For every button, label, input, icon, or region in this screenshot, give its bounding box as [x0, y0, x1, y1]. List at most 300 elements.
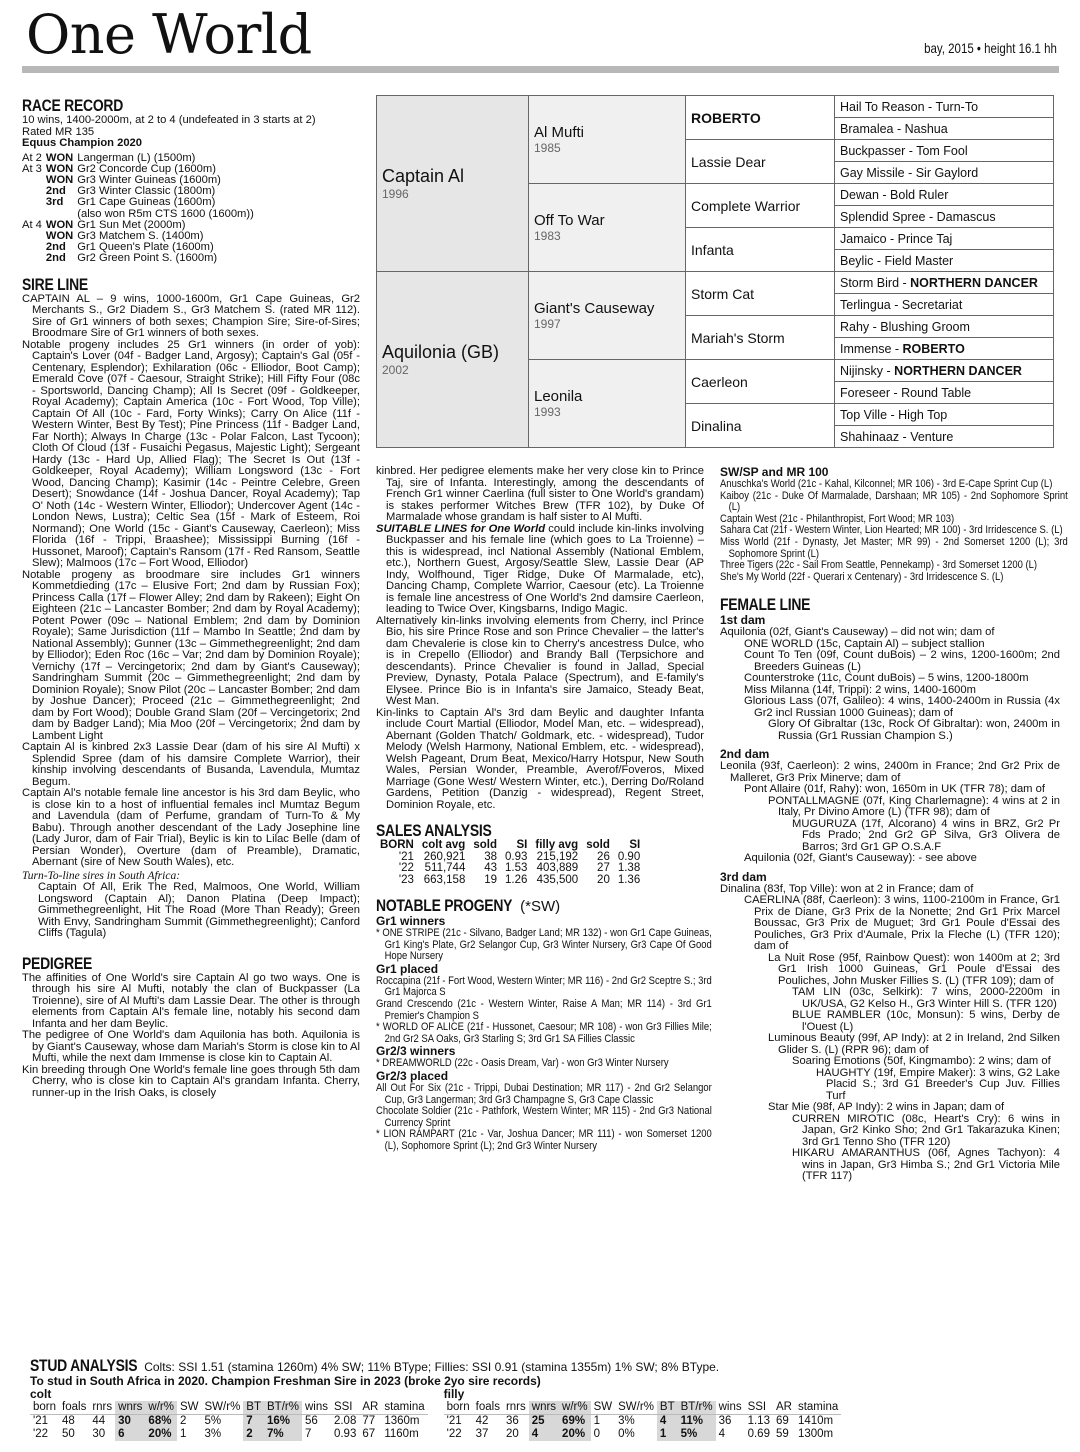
- stud-line2: To stud in South Africa in 2020. Champion Freshman Sire in 2023 (broke 2yo sire records): [30, 1374, 541, 1388]
- sales-heading: SALES ANALYSIS: [376, 821, 492, 840]
- race-cell: Gr3 Winter Classic (1800m): [77, 185, 216, 198]
- stud-cell: '21: [33, 1415, 48, 1427]
- stud-header-cell: born: [30, 1401, 59, 1415]
- stud-cell: 1: [593, 1415, 601, 1427]
- race-cell: 2nd: [45, 252, 66, 265]
- pedigree-g3: Dinalina: [686, 404, 835, 448]
- sales-header-cell: colt avg: [421, 839, 466, 851]
- g4-name: Sir Gaylord: [915, 165, 979, 180]
- stud-cell: 36: [505, 1415, 519, 1427]
- race-cell: At 3: [22, 162, 42, 175]
- race-cell: Gr2 Green Point S. (1600m): [77, 252, 218, 265]
- female-line-entry: Aquilonia (02f, Giant's Causeway): - see above: [744, 852, 977, 865]
- race-record-table: [22, 153, 258, 265]
- stud-cell: 30: [92, 1428, 106, 1440]
- stud-header-cell: AR: [773, 1401, 795, 1415]
- sales-cell: 19: [484, 873, 497, 886]
- g4-name: Gay Missile: [840, 165, 905, 180]
- turn-to-title: Turn-To-line sires in South Africa:: [22, 869, 181, 882]
- race-cell: WON: [45, 173, 74, 186]
- sales-row: [376, 863, 644, 875]
- pedigree-g4: Storm Bird - NORTHERN DANCER: [835, 272, 1054, 294]
- female-line-entry: HIKARU AMARANTHUS (06f, Agnes Tachyon): 4 wins in Japan, Gr3 Himba S.; 2nd Gr1 Victoria Mile (TFR 117): [792, 1147, 1060, 1183]
- race-record-heading: RACE RECORD: [22, 96, 124, 115]
- pedigree-grandparent: [529, 184, 686, 272]
- female-line-entry: La Nuit Rose (95f, Rainbow Quest): won 1400m at 2; 3rd Gr1 Irish 1000 Guineas, Gr1 Poule d'Essai des Pouliches, John Musker Fillies S. (L) (TFR 109); dam of: [768, 951, 1060, 987]
- race-cell: 3rd: [45, 196, 64, 209]
- stud-cell: 4: [529, 1428, 559, 1441]
- notable-list: [376, 914, 712, 1153]
- sales-cell: 26: [597, 850, 610, 863]
- grandparent-year: 1985: [534, 141, 561, 155]
- stud-tables: [30, 1388, 1060, 1441]
- filly-table: [444, 1401, 842, 1441]
- notable-heading-row: [376, 896, 704, 915]
- female-line-entry: MUGURUZA (17f, Alcorano) 4 wins in BRZ, Gr2 Pr Fds Prado; 2nd Gr2 GP Silva, Gr3 Olivera de Barros; 3rd Gr1 GP O.S.A.F: [792, 817, 1060, 853]
- stud-cell: 3%: [204, 1428, 222, 1440]
- swsp-item: She's My World (22f - Querari x Centenary) - 3rd Irridescence S. (L): [720, 570, 1004, 583]
- stud-cell: 67: [362, 1428, 376, 1440]
- stud-cell: 7: [243, 1415, 264, 1429]
- stud-cell: 2: [179, 1415, 187, 1427]
- race-champion: Equus Champion 2020: [22, 137, 142, 149]
- g4-name: Beylic: [840, 253, 874, 268]
- g4-name: Nashua: [904, 121, 948, 136]
- swsp-heading: SW/SP and MR 100: [720, 465, 829, 479]
- female-line-entry: Pont Allaire (01f, Rahy): won, 1650m in UK (TFR 78); dam of: [744, 783, 1045, 796]
- race-cell: At 2: [22, 151, 42, 164]
- g4-name: Splendid Spree: [840, 209, 926, 224]
- pedigree-g3: Complete Warrior: [686, 184, 835, 228]
- notable-group-title: Gr1 winners: [376, 914, 446, 928]
- pedigree-g4: Bramalea - Nashua: [835, 118, 1054, 140]
- pedigree-g4: Gay Missile - Sir Gaylord: [835, 162, 1054, 184]
- female-line-entry: Glory Of Gibraltar (13c, Rock Of Gibraltar): won, 2400m in Russia (Gr1 Russian Champion S.): [768, 718, 1060, 742]
- right-column: [720, 465, 1068, 1183]
- sales-header-cell: BORN: [380, 839, 414, 851]
- pedigree-table: [376, 95, 1054, 448]
- notable-group-title: Gr2/3 placed: [376, 1068, 449, 1083]
- female-line-entry: Counterstroke (11c, Count duBois) – 5 wins, 1200-1800m: [744, 672, 1029, 685]
- stud-header-cell: SSI: [745, 1401, 773, 1415]
- stud-header-cell: wins: [302, 1401, 331, 1415]
- race-cell: Gr1 Sun Met (2000m): [77, 218, 186, 231]
- g4-name: Bramalea: [840, 121, 894, 136]
- female-line-entry: Star Mie (98f, AP Indy): 2 wins in Japan; dam of: [768, 1101, 1005, 1114]
- stud-header-cell: rnrs: [89, 1401, 115, 1415]
- third-dam-heading: 3rd dam: [720, 869, 767, 884]
- pedigree-grandparent: [529, 272, 686, 360]
- stud-cell: 5%: [204, 1415, 222, 1427]
- race-cell: WON: [45, 218, 74, 231]
- stud-header-cell: foals: [59, 1401, 89, 1415]
- stud-header: [444, 1401, 842, 1415]
- stud-cell: 2.08: [333, 1415, 357, 1427]
- pedigree-row: [377, 272, 1054, 294]
- pedigree-g4: Immense - ROBERTO: [835, 338, 1054, 360]
- pedigree-g4: Jamaico - Prince Taj: [835, 228, 1054, 250]
- stud-header-cell: BT: [243, 1401, 264, 1415]
- sales-cell: 511,744: [424, 862, 466, 874]
- stud-cell: 0.69: [747, 1428, 770, 1440]
- g4-name: Bold Ruler: [890, 187, 949, 202]
- race-cell: WON: [45, 162, 74, 175]
- sales-cell: 0.90: [617, 850, 641, 863]
- stud-cell: 30: [115, 1415, 145, 1429]
- stud-cell: 56: [304, 1415, 318, 1427]
- sales-cell: 260,921: [423, 850, 466, 863]
- race-cell: [22, 231, 46, 242]
- pedigree-g3: Lassie Dear: [686, 140, 835, 184]
- stud-header-cell: rnrs: [503, 1401, 529, 1415]
- stud-cell: 20%: [559, 1428, 591, 1441]
- colt-block: [30, 1388, 428, 1441]
- grandparent-name: Leonila: [534, 388, 583, 405]
- race-cell: [22, 242, 46, 253]
- stud-cell: 68%: [145, 1415, 177, 1429]
- sire-line-p3: Notable progeny as broodmare sire includes Gr1 winners Kommetdieding (17c – Elusive Fort; 2nd dam by Russian Fox); Princess Calla (17f – Flower Alley; 2nd dam by Rakeen); Eight On Eighteen (21c – Lancaster Bomber; 2nd dam by Royal Academy); Potent Power (09c – National Emblem; 2nd dam by Dominion Royale); Same Jurisdiction (11f – Mambo In Seattle; 2nd dam by National Assembly); Gunner (13c – Gimmethegreenlight; 2nd dam by Elliodor); Eden Roc (16c – Var; 2nd dam by Dominion Royale); Vernichy (17f – Vercingetorix; 2nd dam by Giant's Causeway); Sandringham Summit (20c – Gimmethegreenlight; 2nd dam by Dominion Royale); Snow Pilot (20c – Lancaster Bomber; 2nd dam by Joshue Dancer); Proceed (21c – Gimmethegreenlight; 2nd dam by Fort Wood); Double Grand Slam (20f – Vercingetorix; 2nd dam by Badger Land); Mia Moo (20f – Vercingetorix; 2nd dam by Lambent Light: [22, 568, 360, 742]
- sales-header: [376, 840, 644, 852]
- pedigree-parent-year: 1996: [382, 187, 409, 201]
- stud-cell: 1300m: [797, 1428, 834, 1440]
- race-cell: [22, 253, 46, 264]
- notable-group-title: Gr1 placed: [376, 961, 439, 976]
- stud-cell: '21: [446, 1415, 462, 1427]
- female-line-entry: CAERLINA (88f, Caerleon): 3 wins, 1100-2100m in France, Gr1 Prix de Diane, Gr3 Prix de la Nonette; 2nd Gr1 Prix Marcel Boussac, Gr3 Prix de Muguet; 3rd Gr1 Poule d'Essai des Pouliches, Gr3 Prix d'Aumale, Prix la Fleche (L) (TFR 120); dam of: [744, 894, 1060, 953]
- sales-table: [376, 840, 644, 886]
- pedigree-p1: The affinities of One World's sire Captain Al go two ways. One is through his sire Al Mufti, notably the clan of Buckpasser (La Troienne), sire of Al Mufti's dam Lassie Dear. The other is through elements from Captain Al's female line, notably his second dam Infanta and her dam Beylic.: [22, 971, 360, 1030]
- swsp-item: Kaiboy (21c - Duke Of Marmalade, Darshaan; MR 105) - 2nd Sophomore Sprint (L): [720, 489, 1068, 514]
- stud-cell: 6: [115, 1428, 145, 1441]
- stud-header-cell: BT: [657, 1401, 678, 1415]
- g4-name: Tom Fool: [916, 143, 968, 158]
- stud-heading: STUD ANALYSIS: [30, 1356, 138, 1375]
- swsp-item: Three Tigers (22c - Sail From Seattle, Pennekamp) - 3rd Somerset 1200 (L): [720, 559, 1038, 572]
- g4-name: NORTHERN DANCER: [894, 363, 1022, 378]
- race-summary: 10 wins, 1400-2000m, at 2 to 4 (undefeated in 3 starts at 2): [22, 114, 316, 126]
- g4-name: Terlingua: [840, 297, 891, 312]
- colt-label: colt: [30, 1387, 52, 1401]
- g4-name: High Top: [898, 407, 948, 422]
- stud-cell: 69%: [559, 1415, 591, 1429]
- stud-cell: 1160m: [384, 1428, 419, 1440]
- notable-heading: NOTABLE PROGENY: [376, 896, 513, 915]
- race-rated: Rated MR 135: [22, 125, 95, 138]
- g4-name: Prince Taj: [897, 231, 953, 246]
- stud-cell: 50: [62, 1428, 75, 1440]
- left-column: [22, 96, 360, 1099]
- female-line-entry: PONTALLMAGNE (07f, King Charlemagne): 4 wins at 2 in Italy, Pr Divino Amore (L) (TFR 98); dam of: [768, 794, 1060, 819]
- pedigree-p2: The pedigree of One World's dam Aquilonia has both. Aquilonia is by Giant's Causeway, whose dam Mariah's Storm is close kin to Al Mufti, while the next dam Immense is close kin to Captain Al.: [22, 1029, 361, 1065]
- notable-item: * ONE STRIPE (21c - Silvano, Badger Land; MR 132) - won Gr1 Cape Guineas, Gr1 King's Plate, Gr2 Selangor Cup, Gr3 Winter Nursery, Gr3 Cape Of Good Hope Nursery: [376, 927, 712, 963]
- notable-item: Roccapina (21f - Fort Wood, Western Winter; MR 116) - 2nd Gr2 Sceptre S.; 3rd Gr1 Majorca S: [376, 974, 712, 999]
- stud-row: [30, 1415, 428, 1429]
- pedigree-parent: [377, 272, 529, 448]
- sales-cell: 1.53: [504, 862, 528, 874]
- sire-line-p2: Notable progeny includes 25 Gr1 winners (in order of yob): Captain's Lover (04f - Badger Land, Argosy); Captain's Gal (05f - Centenary, Esplendor); Exhilaration (06c - Elliodor, Boot Camp); Emerald Cove (07f - Caesour, Straight Strike); Hill Fifty Four (08c - Sportsworld, Dancing Champ); All Is Secret (09f - Goldkeeper, Royal Academy); Captain America (10c - Fort Wood, Top Ville); Captain Of All (10c - Fard, Forty Winks); Carry On Alice (11f - Western Winter, Best By Test); Pine Princess (11f - Badger Land, Far North); Always In Charge (13c - Polar Falcon, Last Tycoon); Cloth Of Cloud (13f - Fusaichi Pegasus, Majestic Light); Sergeant Hardy (13c - Hard Up, Allied Flag); The Secret Is Out (13f - Goldkeeper, Royal Academy); William Longsword (13c - Fort Wood, Dancing Champ); Kasimir (14c - Peintre Celebre, Green Desert); Snowdance (14f - Joshua Dancer, Royal Academy); Tap O' Noth (14c - Western Winter, Elliodor); Undercover Agent (14c - London News, Lustra); Celtic Sea (15f - Mark of Esteem, Roi Normand); One World (15c - Giant's Causeway, Caerleon); Miss Florida (16f - Trippi, Braashee); Mississippi Burning (16f - Hussonet, Maroof); Captain's Ransom (17f - Red Ransom, Seattle Slew); Malmoos (17c – Fort Wood, Elliodor): [22, 338, 360, 570]
- notable-item: * LION RAMPART (21c - Var, Joshua Dancer; MR 111) - won Somerset 1200 (L), Sophomore Sprint (L); 2nd Gr3 Winter Nursery: [376, 1128, 712, 1152]
- stud-header-cell: SW: [591, 1401, 616, 1415]
- sales-header-cell: SI: [629, 839, 641, 851]
- stud-header-cell: AR: [359, 1401, 381, 1415]
- g4-name: Secretariat: [901, 297, 963, 312]
- stud-cell: 7%: [264, 1428, 302, 1441]
- stud-header-cell: stamina: [381, 1401, 427, 1415]
- filly-label: filly: [443, 1387, 465, 1401]
- sire-line-heading: SIRE LINE: [22, 274, 88, 294]
- stud-cell: 7: [304, 1428, 312, 1440]
- stud-header-cell: w/r%: [559, 1401, 591, 1415]
- stud-cell: 1: [657, 1428, 678, 1441]
- horse-subtitle: bay, 2015 • height 16.1 hh: [924, 40, 1057, 56]
- sales-cell: 435,500: [536, 873, 579, 886]
- pedigree-g4: Buckpasser - Tom Fool: [835, 140, 1054, 162]
- stud-cell: 77: [362, 1415, 376, 1427]
- female-line-entry: Soaring Emotions (50f, Kingmambo): 2 wins; dam of: [792, 1055, 1051, 1068]
- stud-cell: 3%: [618, 1415, 635, 1427]
- female-line-entry: TAM LIN (03c, Selkirk): 7 wins, 2000-2200m in UK/USA, G2 Kelso H., Gr3 Winter Hill S. (TFR 120): [792, 986, 1060, 1010]
- swsp-item: Anuschka's World (21c - Kahal, Kilconnel; MR 106) - 3rd E-Cape Sprint Cup (L): [720, 478, 1053, 490]
- stud-cell: 36: [718, 1415, 732, 1427]
- stud-header-cell: born: [444, 1401, 473, 1415]
- race-cell: [22, 197, 46, 208]
- pedigree-grandparent: [529, 96, 686, 184]
- notable-item: Grand Crescendo (21c - Western Winter, Raise A Man; MR 114) - 3rd Gr1 Premier's Champion S: [376, 997, 712, 1022]
- pedigree-parent-year: 2002: [382, 363, 409, 377]
- grandparent-name: Al Mufti: [534, 124, 585, 141]
- sire-line-p5: Captain Al's notable female line ancestor is his 3rd dam Beylic, who is close kin to a host of influential females incl Mumtaz Begum and Lavendula (dam of Perfume, grandam of Turn-To & My Babu). Through another descendant of the Lady Josephine line (Lady Juror, dam of Fair Trial), Beylic is kin to Lilac Belle (dam of Persian Wonder), Overture (dam of Preamble), Dramatic, Abernant (sire of New South Wales), etc.: [22, 787, 360, 869]
- notable-item: Chocolate Soldier (21c - Pathfork, Western Winter; MR 115) - 2nd Gr3 National Currency Sprint: [376, 1105, 712, 1129]
- sales-cell: '22: [398, 862, 414, 874]
- sales-cell: 38: [484, 850, 497, 863]
- g4-name: Buckpasser: [840, 143, 906, 158]
- g4-name: Round Table: [901, 385, 972, 400]
- female-line-heading: FEMALE LINE: [720, 595, 811, 615]
- race-cell: Gr1 Queen's Plate (1600m): [77, 241, 214, 254]
- sales-header-cell: sold: [473, 839, 497, 851]
- stud-cell: 42: [475, 1415, 489, 1427]
- stud-header-cell: SW/r%: [202, 1401, 244, 1415]
- stud-cell: 1.13: [747, 1415, 770, 1427]
- g4-name: Blushing Groom: [880, 319, 970, 334]
- grandparent-year: 1997: [534, 317, 561, 331]
- sales-header-cell: filly avg: [535, 839, 579, 851]
- g4-name: Nijinsky: [840, 363, 884, 378]
- sales-cell: 403,889: [536, 862, 579, 874]
- sire-line-p1: CAPTAIN AL – 9 wins, 1000-1600m, Gr1 Cape Guineas, Gr2 Merchants S., Gr2 Diadem S., Gr3 Matchem S. (rated MR 112). Sire of Gr1 winners of both sexes; Champion Sire; Sire-of-Sires; Broodmare Sire of Gr1 winners of both sexes.: [22, 292, 360, 340]
- race-cell: Gr2 Concorde Cup (1600m): [77, 162, 216, 175]
- swsp-item: Sahara Cat (21f - Western Winter, Lion Hearted; MR 100) - 3rd Irridescence S. (L): [720, 524, 1063, 537]
- g4-name: Dewan: [840, 187, 879, 202]
- third-dam-list: [720, 884, 1060, 1183]
- female-line-entry: Glorious Lass (07f, Galileo): 4 wins, 1400-2400m in Russia (4x Gr2 incl Russian 1000 Guineas); dam of: [744, 695, 1060, 719]
- pedigree-g4: Nijinsky - NORTHERN DANCER: [835, 360, 1054, 382]
- suitable-lines-title: SUITABLE LINES for One World: [376, 522, 546, 535]
- sales-row: [376, 875, 644, 887]
- stud-cell: 5%: [678, 1428, 716, 1441]
- pedigree-heading: PEDIGREE: [22, 953, 93, 973]
- pedigree-row: [377, 96, 1054, 118]
- stud-header-cell: wnrs: [529, 1401, 559, 1415]
- sales-cell: 20: [597, 873, 610, 886]
- female-line-entry: BLUE RAMBLER (10c, Monsun): 5 wins, Derby de l'Ouest (L): [792, 1009, 1060, 1033]
- pedigree-g4: Top Ville - High Top: [835, 404, 1054, 426]
- g4-name: Shahinaaz: [840, 429, 900, 444]
- race-cell: [22, 186, 46, 197]
- female-line-entry: ONE WORLD (15c, Captain Al) – subject stallion: [744, 637, 985, 650]
- stud-cell: 20%: [145, 1428, 177, 1441]
- middle-column: [376, 465, 712, 1153]
- stud-analysis: [30, 1356, 1060, 1441]
- stud-header-cell: wnrs: [115, 1401, 145, 1415]
- female-line-entry: Leonila (93f, Caerleon): 2 wins, 2400m in France; 2nd Gr2 Prix de Malleret, Gr3 Prix Minerve; dam of: [720, 760, 1060, 784]
- sales-cell: 27: [597, 862, 610, 874]
- stud-cell: 11%: [678, 1415, 716, 1429]
- suitable-lines-text: could include kin-links involving Buckpasser and his female line (which goes to La Troienne) – this is widespread, incl National Assembly (National Emblem, etc.), Northern Guest, Argosy/Seattle Slew, Lassie Dear (AP Indy, Wolfhound, Tiger Ridge, Duke Of Marmalade, etc), Dancing Champ, Complete Warrior, Caesour (etc). La Troienne is female line ancestress of One World's 2nd damsire Caerleon, leading to Twice Over, Kingsbarns, Indigo Magic.: [386, 522, 704, 615]
- stud-cell: 0.93: [333, 1428, 357, 1440]
- g4-name: Immense: [840, 341, 892, 356]
- stud-header-cell: foals: [473, 1401, 503, 1415]
- stud-heading-row: [30, 1356, 1060, 1375]
- stud-cell: 20: [505, 1428, 519, 1440]
- stud-cell: 69: [775, 1415, 789, 1427]
- stud-row: [444, 1428, 842, 1441]
- stud-cell: 44: [92, 1415, 106, 1427]
- notable-suffix: (*SW): [520, 898, 561, 915]
- female-line-entry: Luminous Beauty (99f, AP Indy): at 2 in Ireland, 2nd Silken Glider S. (L) (RPR 96); dam of: [768, 1032, 1060, 1056]
- stud-row: [30, 1428, 428, 1441]
- race-cell: Gr3 Winter Guineas (1600m): [77, 173, 221, 186]
- stud-header-cell: BT/r%: [678, 1401, 716, 1415]
- sales-header-cell: SI: [516, 839, 528, 851]
- stud-cell: 25: [529, 1415, 559, 1429]
- grandparent-name: Giant's Causeway: [534, 300, 655, 317]
- middle-p1: kinbred. Her pedigree elements make her very close kin to Prince Taj, sire of Infanta. Interestingly, among the descendants of French Gr1 winner Caerlina (full sister to One World's grandam) is stakes performer Witches Brew (TFR 102), by Duke Of Marmalade whose grandam is half sister to Al Mufti.: [376, 465, 704, 523]
- stud-header-cell: SW/r%: [615, 1401, 657, 1415]
- stud-row: [444, 1415, 842, 1429]
- swsp-item: Captain West (21c - Philanthropist, Fort Wood; MR 103): [720, 512, 955, 525]
- stud-cell: '22: [446, 1428, 462, 1440]
- race-cell: At 4: [22, 218, 42, 231]
- swsp-list: [720, 478, 1068, 583]
- g4-name: Damascus: [936, 209, 996, 224]
- female-line-entry: Dinalina (83f, Top Ville): won at 2 in France; dam of: [720, 882, 974, 895]
- header-rule: [22, 66, 1059, 73]
- stud-cell: 1410m: [797, 1415, 834, 1427]
- notable-item: * WORLD OF ALICE (21f - Hussonet, Caesour; MR 108) - won Gr3 Fillies Mile; 2nd Gr2 SA Oaks, Gr3 Starling S; 3rd Gr1 SA Fillies Classic: [376, 1021, 712, 1045]
- sales-cell: 0.93: [504, 850, 528, 863]
- sales-cell: '23: [398, 873, 414, 886]
- stud-header-cell: stamina: [795, 1401, 841, 1415]
- grandparent-year: 1983: [534, 229, 561, 243]
- stud-cell: 59: [775, 1428, 789, 1440]
- pedigree-g3: Storm Cat: [686, 272, 835, 316]
- stud-header-cell: wins: [716, 1401, 745, 1415]
- race-row: [22, 253, 258, 264]
- page-header: [22, 0, 1059, 72]
- turn-to-list: Captain Of All, Erik The Red, Malmoos, One World, William Longsword (Captain Al); Danon Platina (Deep Impact); Gimmethegreenlight, Hit The Road (More Than Ready); Green With Envy, Sandringham Summit (Gimmethegreenlight); Canford Cliffs (Tagula): [38, 881, 360, 940]
- stud-header-cell: BT/r%: [264, 1401, 302, 1415]
- g4-name: Foreseer: [840, 385, 891, 400]
- notable-item: * DREAMWORLD (22c - Oasis Dream, Var) - won Gr3 Winter Nursery: [376, 1057, 669, 1070]
- pedigree-parent: [377, 96, 529, 272]
- female-line-entry: Miss Milanna (14f, Trippi): 2 wins, 1400-1600m: [744, 683, 976, 696]
- first-dam-heading: 1st dam: [720, 613, 766, 628]
- sales-cell: 215,192: [536, 850, 579, 863]
- sales-cell: 663,158: [423, 873, 466, 886]
- stud-cell: 4: [657, 1415, 678, 1429]
- race-cell: Langerman (L) (1500m): [77, 151, 196, 164]
- female-line-entry: HAUGHTY (19f, Empire Maker): 3 wins, G2 Lake Placid S.; 3rd G1 Breeder's Cup Juv. Fillies Turf: [816, 1066, 1060, 1102]
- stud-header-cell: SSI: [331, 1401, 359, 1415]
- grandparent-name: Off To War: [534, 212, 605, 229]
- pedigree-g4: Splendid Spree - Damascus: [835, 206, 1054, 228]
- sales-cell: '21: [398, 850, 414, 863]
- race-cell: [22, 175, 46, 186]
- race-cell: WON: [45, 151, 74, 164]
- g4-name: Hail To Reason: [840, 99, 925, 114]
- pedigree-g4: Terlingua - Secretariat: [835, 294, 1054, 316]
- female-line-entry: Count To Ten (09f, Count duBois) – 2 wins, 1200-1600m; 2nd Breeders Guineas (L): [744, 649, 1060, 673]
- female-line-entry: CURREN MIROTIC (08c, Heart's Cry): 6 wins in Japan, Gr2 Kinko Sho; 2nd Gr1 Takarazuka Kinen; 3rd Gr1 Tenno Sho (TFR 120): [792, 1112, 1060, 1148]
- pedigree-grandparent: [529, 360, 686, 448]
- pedigree-g3: Caerleon: [686, 360, 835, 404]
- pedigree-g4: Shahinaaz - Venture: [835, 426, 1054, 448]
- stud-cell: 0: [593, 1428, 601, 1440]
- notable-item: All Out For Six (21c - Trippi, Dubai Destination; MR 117) - 2nd Gr2 Selangor Cup, Gr3 Langerman; 3rd Gr3 Champagne S, Gr3 Cape Classic: [376, 1081, 712, 1106]
- pedigree-parent-name: Aquilonia (GB): [382, 342, 500, 362]
- middle-p2: [376, 524, 704, 616]
- stud-header: [30, 1401, 428, 1415]
- race-cell: Gr1 Cape Guineas (1600m): [77, 196, 216, 209]
- g4-name: ROBERTO: [902, 341, 965, 356]
- g4-name: Top Ville: [840, 407, 888, 422]
- stud-cell: 1: [179, 1428, 187, 1440]
- female-line-entry: Aquilonia (02f, Giant's Causeway) – did not win; dam of: [720, 626, 995, 639]
- first-dam-list: [720, 627, 1060, 742]
- stud-cell: 16%: [264, 1415, 302, 1429]
- horse-name-title: One World: [26, 3, 312, 66]
- middle-p4: Kin-links to Captain Al's 3rd dam Beylic and daughter Infanta include Court Martial (Elliodor, Model Man, etc. – widespread), Abernant (Golden Thatch/ Goldmark, etc. - widespread), Tudor Melody (Welsh Harmony, National Emblem, etc. - widespread), Welsh Pageant, Drum Beat, Mexico/Harry Hotspur, New South Wales, Persian Wonder, Preamble, Averof/Foveros, Mixed Marriage (Gone West/ Western Winter, etc.), Derring Do/Roland Gardens, Petition (Danzig - widespread), Regent Street, Dominion Royale, etc.: [376, 706, 704, 811]
- pedigree-g3: ROBERTO: [686, 96, 835, 140]
- pedigree-g4: Beylic - Field Master: [835, 250, 1054, 272]
- race-cell: (also won R5m CTS 1600 (1600m)): [77, 207, 254, 220]
- g4-name: Field Master: [884, 253, 954, 268]
- sales-header-cell: sold: [586, 839, 610, 851]
- sales-cell: 43: [484, 862, 497, 874]
- pedigree-p3: Kin breeding through One World's female line goes through 5th dam Cherry, who is close kin to Captain Al's grandam Infanta. Cherry, runner-up in the Irish Oaks, is closely: [22, 1063, 360, 1099]
- stud-header-cell: w/r%: [145, 1401, 177, 1415]
- pedigree-g3: Mariah's Storm: [686, 316, 835, 360]
- stud-cell: 37: [475, 1428, 489, 1440]
- sales-cell: 1.26: [504, 873, 528, 886]
- g4-name: Rahy: [840, 319, 870, 334]
- g4-name: Jamaico: [840, 231, 887, 246]
- stud-summary: Colts: SSI 1.51 (stamina 1260m) 4% SW; 11% BType; Fillies: SSI 0.91 (stamina 1355m) 1% SW; 8% BType.: [144, 1360, 720, 1374]
- race-cell: Gr3 Matchem S. (1400m): [77, 229, 204, 242]
- filly-block: [444, 1388, 842, 1441]
- g4-name: NORTHERN DANCER: [910, 275, 1038, 290]
- race-cell: 2nd: [45, 185, 66, 198]
- stud-cell: 0%: [618, 1428, 635, 1440]
- race-row: [22, 197, 258, 208]
- stud-cell: 2: [243, 1428, 264, 1441]
- race-cell: 2nd: [45, 241, 66, 254]
- pedigree-g4: Foreseer - Round Table: [835, 382, 1054, 404]
- g4-name: Storm Bird: [840, 275, 900, 290]
- pedigree-g4: Rahy - Blushing Groom: [835, 316, 1054, 338]
- sales-cell: 1.38: [617, 862, 641, 874]
